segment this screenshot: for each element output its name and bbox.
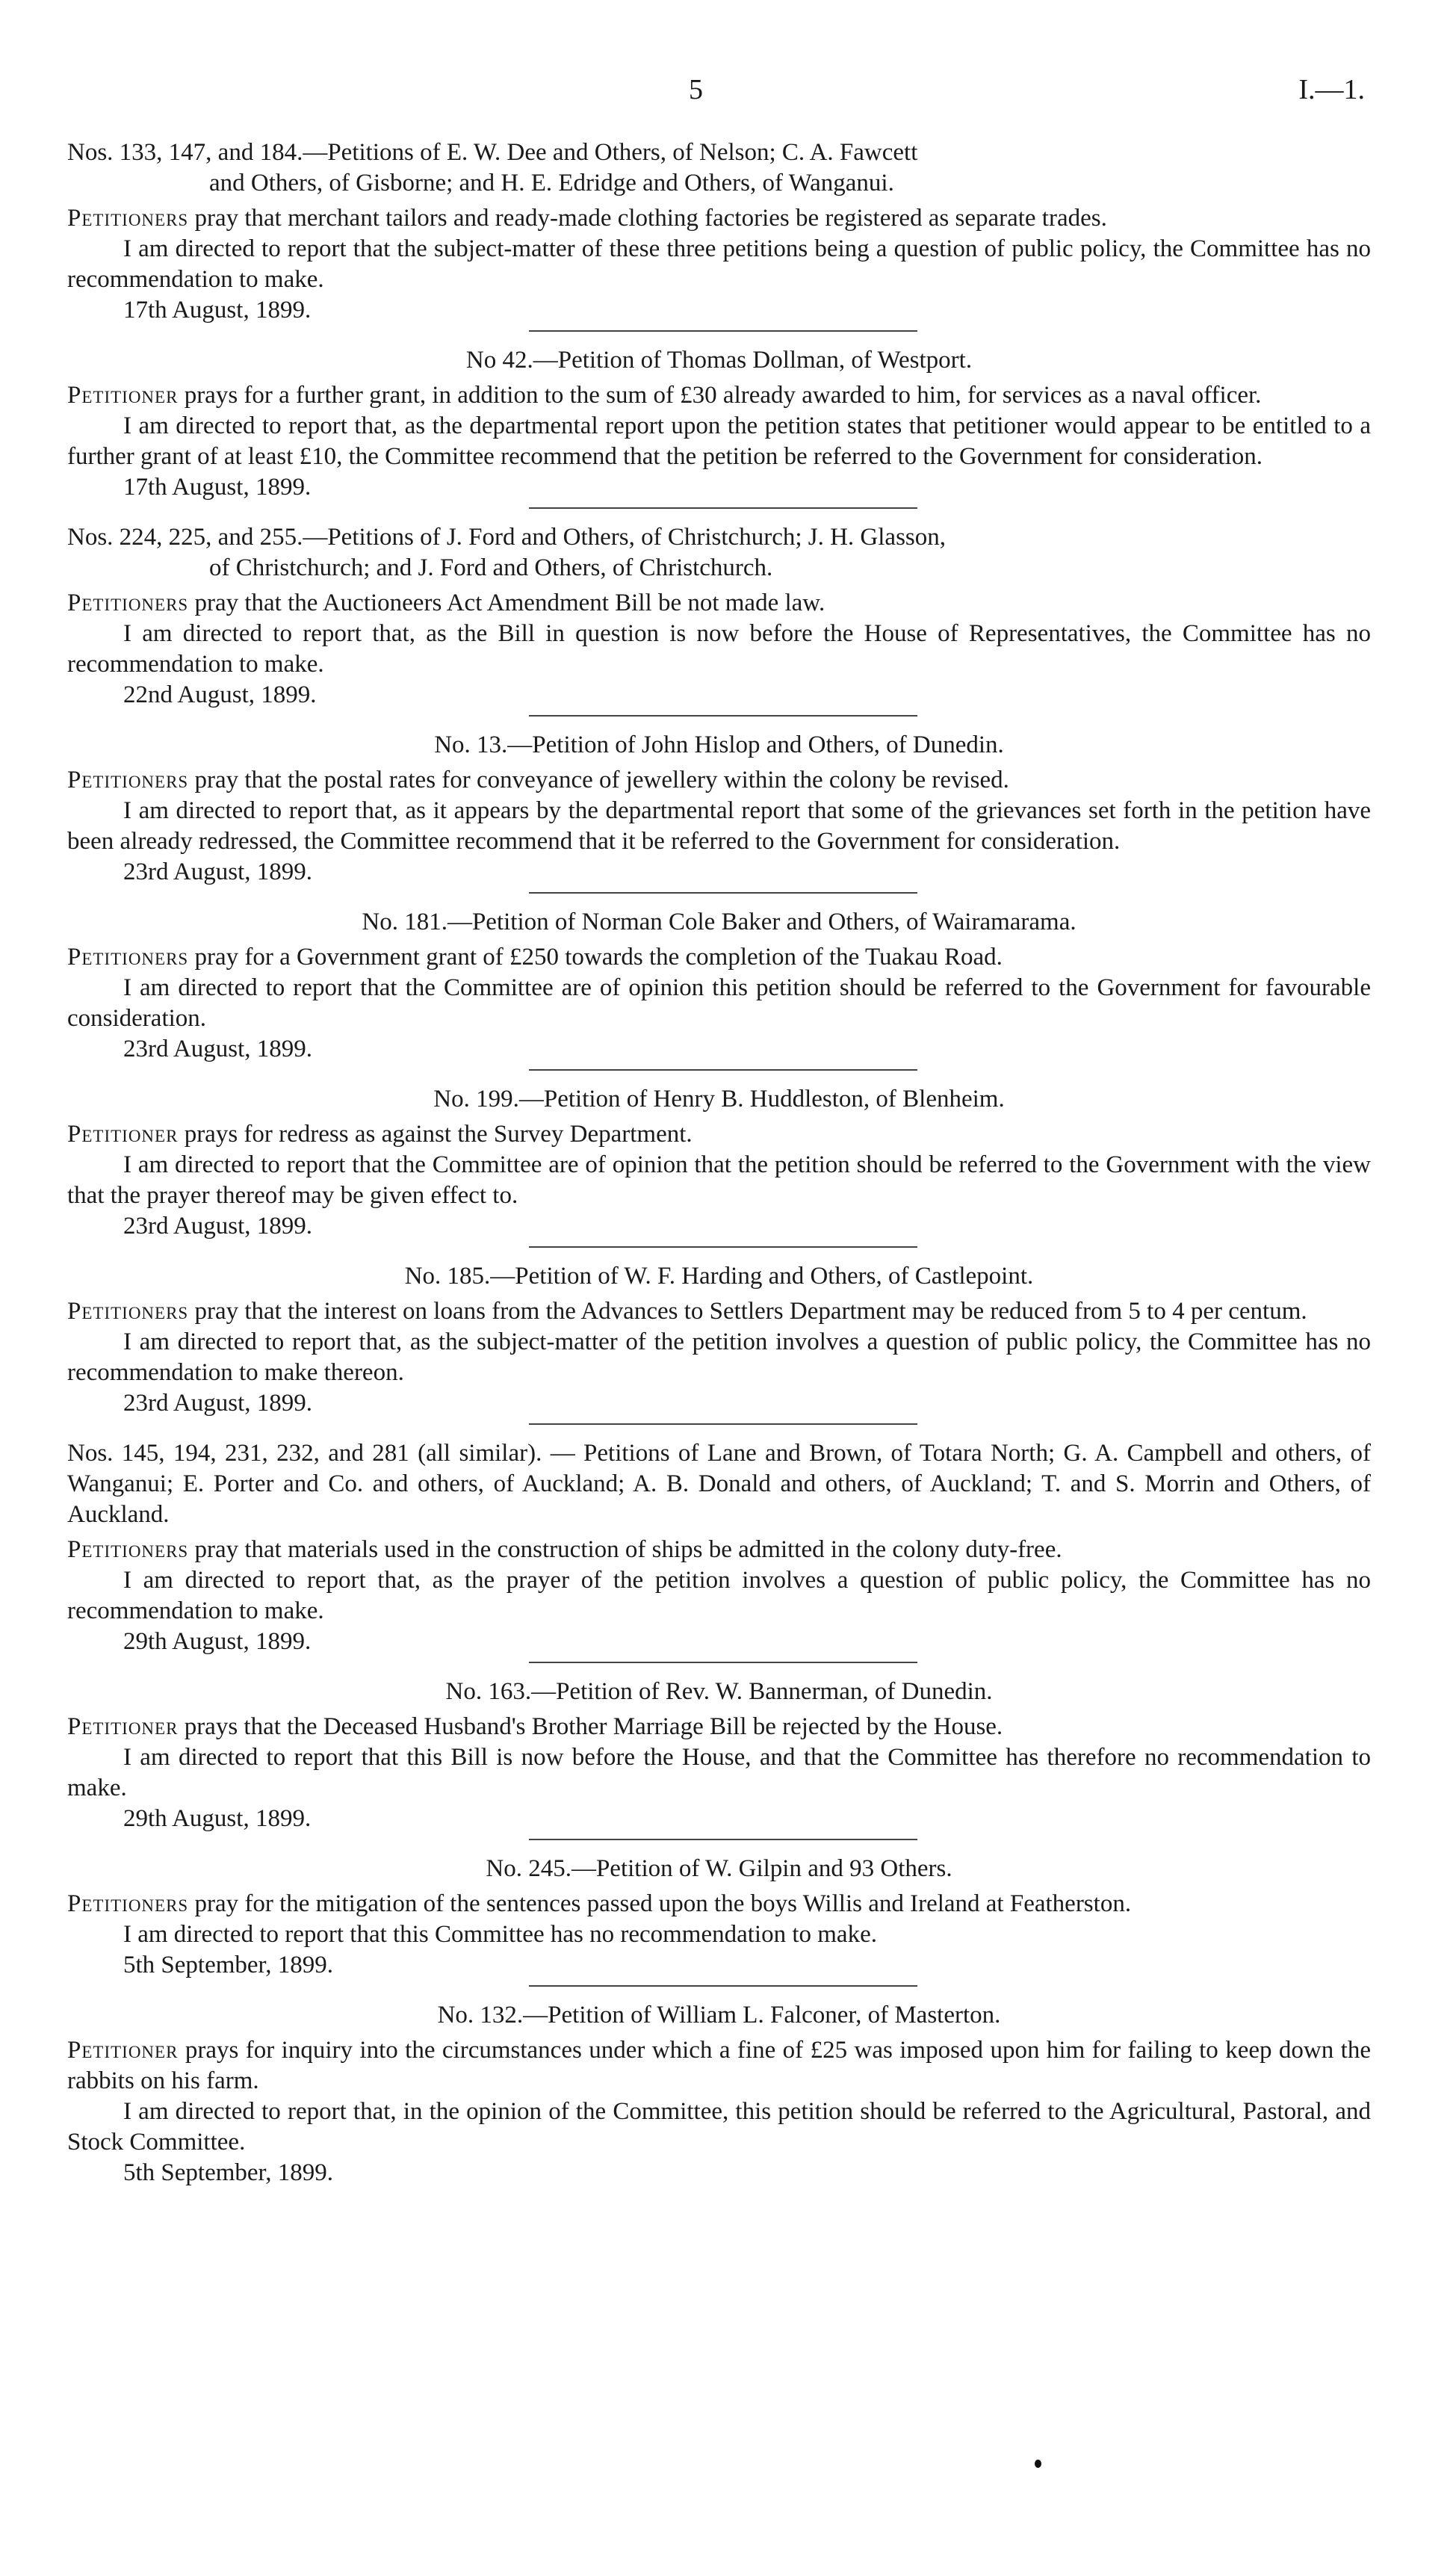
report-date: 23rd August, 1899. (123, 1213, 313, 1240)
petition-heading (67, 137, 1371, 199)
petition-heading-line: Nos. 133, 147, and 184.—Petitions of E. W. Dee and Others, of Nelson; C. A. Fawcett (67, 139, 918, 166)
document-page (67, 75, 1371, 2193)
petitioner-label: Petitioner (67, 382, 179, 409)
prayer-text: pray that merchant tailors and ready-made clothing factories be registered as separate trades. (188, 205, 1107, 232)
petition-entry (67, 730, 1371, 888)
petition-entry (67, 1084, 1371, 1242)
petition-prayer (67, 1712, 1371, 1742)
report-date: 22nd August, 1899. (123, 681, 317, 708)
petitioner-label: Petitioners (67, 767, 189, 793)
petition-heading: No. 245.—Petition of W. Gilpin and 93 Others. (486, 1855, 952, 1882)
petition-prayer (67, 942, 1371, 973)
report-date: 17th August, 1899. (123, 474, 312, 501)
committee-report: I am directed to report that this Committee has no recommendation to make. (123, 1921, 877, 1948)
petition-entry (67, 1854, 1371, 1981)
page-number: 5 (689, 74, 703, 105)
petitioner-label: Petitioners (67, 944, 189, 971)
petition-prayer (67, 1296, 1371, 1327)
page-header (67, 75, 1371, 120)
prayer-text: pray for the mitigation of the sentences passed upon the boys Willis and Ireland at Featherston. (188, 1890, 1132, 1917)
petition-entry (67, 137, 1371, 326)
prayer-text: pray that the Auctioneers Act Amendment Bill be not made law. (188, 590, 825, 616)
petition-entry (67, 1438, 1371, 1657)
committee-report: I am directed to report that, as the departmental report upon the petition states that petitioner would appear to be entitled to a further grant of at least £10, the Committee recommend that the petition be referred to the Government for consideration. (67, 412, 1371, 470)
petition-heading: No. 199.—Petition of Henry B. Huddleston, of Blenheim. (433, 1086, 1005, 1113)
section-divider (529, 507, 917, 509)
petition-heading: No. 132.—Petition of William L. Falconer, of Masterton. (437, 2002, 1001, 2029)
petitioner-label: Petitioner (67, 1121, 179, 1148)
report-date: 5th September, 1899. (123, 1952, 333, 1978)
ink-speck (1035, 2460, 1041, 2468)
petition-prayer (67, 2035, 1371, 2097)
committee-report: I am directed to report that this Bill is now before the House, and that the Committee has therefore no recommendation to make. (67, 1744, 1371, 1801)
petition-prayer (67, 765, 1371, 796)
petition-entry (67, 2000, 1371, 2188)
petition-heading: No. 13.—Petition of John Hislop and Others, of Dunedin. (434, 731, 1004, 758)
section-divider (529, 1985, 917, 1987)
prayer-text: pray that materials used in the construction of ships be admitted in the colony duty-free. (188, 1536, 1062, 1563)
prayer-text: prays for inquiry into the circumstances under which a fine of £25 was imposed upon him for failing to keep down the rabbits on his farm. (67, 2037, 1371, 2094)
committee-report: I am directed to report that the subject-matter of these three petitions being a question of public policy, the Committee has no recommendation to make. (67, 235, 1371, 293)
petition-heading-line: Nos. 224, 225, and 255.—Petitions of J. Ford and Others, of Christchurch; J. H. Glasson, (67, 524, 947, 551)
prayer-text: pray for a Government grant of £250 towards the completion of the Tuakau Road. (188, 944, 1003, 971)
petition-prayer (67, 1119, 1371, 1150)
committee-report: I am directed to report that, as the Bill in question is now before the House of Representatives, the Committee has no recommendation to make. (67, 620, 1371, 678)
prayer-text: prays for redress as against the Survey Department. (178, 1121, 693, 1148)
committee-report: I am directed to report that, in the opinion of the Committee, this petition should be referred to the Agricultural, Pastoral, and Stock Committee. (67, 2098, 1371, 2156)
committee-report: I am directed to report that, as the prayer of the petition involves a question of public policy, the Committee has no recommendation to make. (67, 1567, 1371, 1624)
petitioner-label: Petitioner (67, 2037, 179, 2064)
section-divider (529, 330, 917, 332)
petition-entry (67, 522, 1371, 711)
report-date: 23rd August, 1899. (123, 858, 313, 885)
report-date: 23rd August, 1899. (123, 1390, 313, 1417)
report-date: 29th August, 1899. (123, 1628, 312, 1655)
petition-heading-line: of Christchurch; and J. Ford and Others, of Christchurch. (209, 554, 773, 581)
section-divider (529, 1839, 917, 1840)
petition-heading: No. 185.—Petition of W. F. Harding and Others, of Castlepoint. (404, 1263, 1034, 1290)
report-date: 17th August, 1899. (123, 297, 312, 324)
section-divider (529, 715, 917, 717)
petitioner-label: Petitioners (67, 1536, 189, 1563)
prayer-text: pray that the postal rates for conveyance of jewellery within the colony be revised. (188, 767, 1009, 793)
petition-heading-line: and Others, of Gisborne; and H. E. Edridge and Others, of Wanganui. (209, 170, 894, 197)
document-reference: I.—1. (1298, 74, 1365, 105)
prayer-text: prays that the Deceased Husband's Brother Marriage Bill be rejected by the House. (178, 1713, 1003, 1740)
section-divider (529, 892, 917, 894)
petition-entry (67, 1677, 1371, 1834)
petition-heading: No 42.—Petition of Thomas Dollman, of Westport. (465, 347, 973, 374)
petition-prayer (67, 1535, 1371, 1565)
report-date: 29th August, 1899. (123, 1805, 312, 1832)
petition-prayer (67, 380, 1371, 411)
petition-prayer (67, 203, 1371, 234)
prayer-text: prays for a further grant, in addition to the sum of £30 already awarded to him, for services as a naval officer. (178, 382, 1262, 409)
petition-prayer (67, 1889, 1371, 1919)
section-divider (529, 1069, 917, 1071)
petitioner-label: Petitioners (67, 1890, 189, 1917)
section-divider (529, 1662, 917, 1663)
section-divider (529, 1423, 917, 1425)
petition-heading (67, 522, 1371, 584)
prayer-text: pray that the interest on loans from the Advances to Settlers Department may be reduced from 5 to 4 per centum. (188, 1298, 1307, 1325)
petition-prayer (67, 588, 1371, 619)
petitioner-label: Petitioners (67, 205, 189, 232)
committee-report: I am directed to report that, as it appears by the departmental report that some of the grievances set forth in the petition have been already redressed, the Committee recommend that it be referred to the Government for consideration. (67, 797, 1371, 855)
petition-heading: No. 163.—Petition of Rev. W. Bannerman, of Dunedin. (445, 1678, 993, 1705)
section-divider (529, 1246, 917, 1248)
petition-entry (67, 907, 1371, 1065)
committee-report: I am directed to report that, as the subject-matter of the petition involves a question of public policy, the Committee has no recommendation to make thereon. (67, 1328, 1371, 1386)
petition-entry (67, 1261, 1371, 1419)
report-date: 5th September, 1899. (123, 2159, 333, 2186)
petition-entry (67, 345, 1371, 503)
petition-heading: No. 181.—Petition of Norman Cole Baker and Others, of Wairamarama. (362, 909, 1076, 935)
committee-report: I am directed to report that the Committee are of opinion this petition should be referred to the Government for favourable consideration. (67, 974, 1371, 1032)
report-date: 23rd August, 1899. (123, 1036, 313, 1062)
petitioner-label: Petitioners (67, 1298, 189, 1325)
committee-report: I am directed to report that the Committee are of opinion that the petition should be referred to the Government with the view that the prayer thereof may be given effect to. (67, 1151, 1371, 1209)
petition-heading: Nos. 145, 194, 231, 232, and 281 (all similar). — Petitions of Lane and Brown, of Totara North; G. A. Campbell and others, of Wanganui; E. Porter and Co. and others, of Auckland; A. B. Donald and others, of Auckland; T. and S. Morrin and Others, of Auckland. (67, 1440, 1371, 1528)
petitioner-label: Petitioner (67, 1713, 179, 1740)
petitioner-label: Petitioners (67, 590, 189, 616)
